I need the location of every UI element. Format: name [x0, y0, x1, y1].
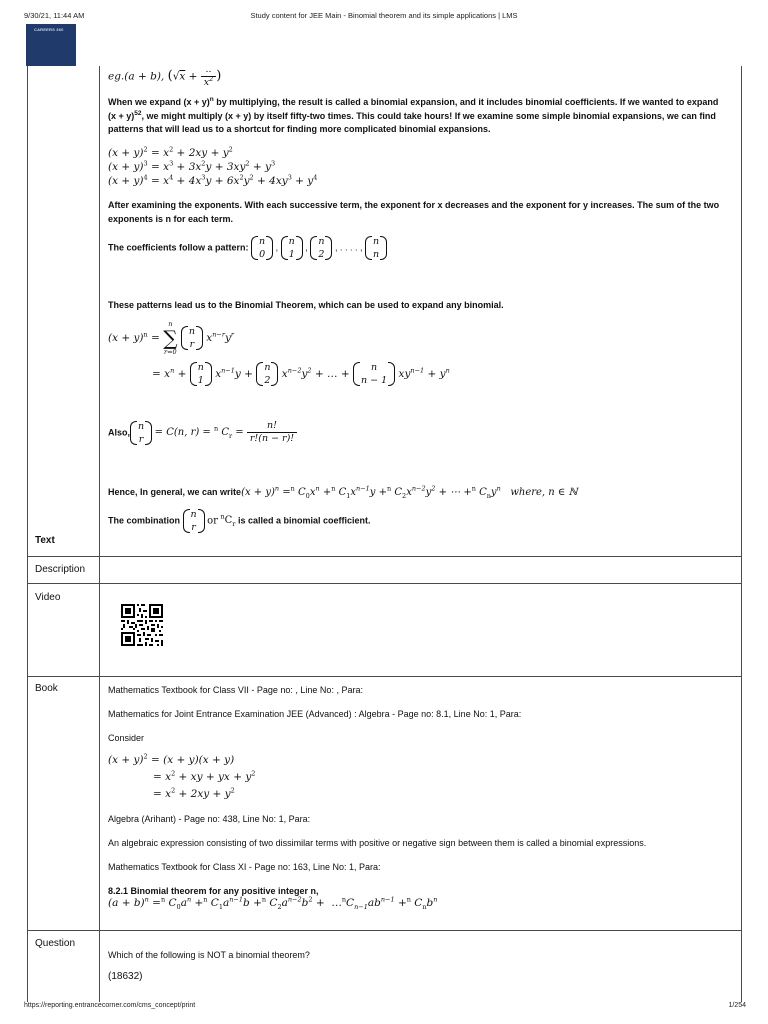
- expansion-square: $(x + y)^2 = x^2 + 2xy + y^2$: [108, 145, 233, 159]
- table-right-border: [741, 66, 742, 1002]
- example-expression: eg.(a + b), (√x + $\frac{..}{x^2}$ ): [108, 64, 222, 88]
- row-divider-book: [27, 930, 742, 931]
- row-label-question: Question: [35, 938, 76, 949]
- exponent-observation: After examining the exponents. With each successive term, the exponent for x decreases and the exponent for y increases. The sum of the two exponents is n for each term.: [108, 200, 720, 224]
- square-expansion-step1: $(x + y)^2 = (x + y)(x + y)$: [108, 752, 235, 766]
- print-url: https://reporting.entrancecorner.com/cms_concept/print: [24, 1002, 196, 1009]
- print-footer: [0, 1002, 768, 1016]
- row-divider-video: [27, 676, 742, 677]
- video-qr-code-icon[interactable]: [121, 604, 163, 646]
- question-text: Which of the following is NOT a binomial theorem?: [108, 950, 310, 960]
- book-consider: Consider: [108, 733, 145, 743]
- binomial-theorem-intro: These patterns lead us to the Binomial Theorem, which can be used to expand any binomial.: [108, 300, 504, 310]
- book-ref-arihant-text: An algebraic expression consisting of two dissimilar terms with positive or negative sign between them is called a binomial expressions.: [108, 838, 647, 848]
- careers360-logo: [26, 24, 76, 66]
- binomial-expansion-intro: When we expand $(x + y)^n$ by multiplying, the result is called a binomial expansion, and it includes binomial coefficients. If we wanted to expand $(x + y)^{52}$, we might multiply (x + y) by itself fifty-two times. This could take hours! If we examine some simple binomial expansions, we can find patterns that will lead us to a shortcut for finding more complicated binomial expansions.: [108, 96, 719, 134]
- row-label-description: Description: [35, 564, 86, 575]
- print-datetime: 9/30/21, 11:44 AM: [24, 11, 85, 20]
- row-label-text: Text: [35, 535, 55, 546]
- question-id: (18632): [108, 971, 143, 982]
- logo-text: CAREERS 360: [34, 27, 64, 32]
- row-divider-description: [27, 583, 742, 584]
- general-form: Hence, In general, we can write(x + y)$^n$ =$^n$ $C_0x^n +^n$ $C_1x^{n-1}y +^n$ $C_2x^{n-2}y^2$ + ⋯ +$^n$ $C_ny^n$ where, n ∈ ℕ: [108, 484, 578, 500]
- row-divider-text: [27, 556, 742, 557]
- book-ref-jee-advanced: Mathematics for Joint Entrance Examination JEE (Advanced) : Algebra - Page no: 8.1, Line No: 1, Para:: [108, 709, 522, 719]
- expansion-fourth: $(x + y)^4 = x^4 + 4x^3y + 6x^2y^2 + 4xy^3 + y^4$: [108, 173, 318, 187]
- book-ref-class7: Mathematics Textbook for Class VII - Page no: , Line No: , Para:: [108, 685, 363, 695]
- expansion-cube: $(x + y)^3 = x^3 + 3x^2y + 3xy^2 + y^3$: [108, 159, 276, 173]
- binomial-coefficient-definition: The combination n r or $^nC_r$ is called a binomial coefficient.: [108, 509, 371, 533]
- print-header: [0, 0, 768, 22]
- book-ref-arihant: Algebra (Arihant) - Page no: 438, Line No: 1, Para:: [108, 814, 311, 824]
- book-ref-class11: Mathematics Textbook for Class XI - Page no: 163, Line No: 1, Para:: [108, 862, 381, 872]
- print-page-number: 1/254: [728, 1002, 746, 1009]
- table-column-divider: [99, 66, 100, 1002]
- print-page-title: Study content for JEE Main - Binomial theorem and its simple applications | LMS: [250, 11, 518, 20]
- square-expansion-step2: = $x^2$ + xy + yx + $y^2$: [153, 769, 256, 783]
- binomial-theorem-expanded: = $x^n$ + n 1 $x^{n-1}y$ + n 2 $x^{n-2}y^2$ + … + n n − 1 $xy^{n-1} + y^n$: [152, 362, 450, 386]
- combination-notation: Also, n r = C(n, r) = $^n$ $C_r$ = $\frac{n!}{r!(n - r)!}$: [108, 420, 728, 446]
- row-label-video: Video: [35, 592, 61, 603]
- book-ref-class11-heading: 8.2.1 Binomial theorem for any positive integer n,: [108, 886, 319, 896]
- binomial-theorem-sum: $(x + y)^n$ = n ∑ r=0 n r $x^{n-r}y^r$: [108, 320, 235, 356]
- table-left-border: [27, 66, 28, 1002]
- row-label-book: Book: [35, 683, 58, 694]
- square-expansion-step3: = $x^2 + 2xy + y^2$: [153, 786, 235, 800]
- binomial-positive-integer-formula: $(a + b)^n =^n$ $C_0a^n +^n$ $C_1a^{n-1}b +^n$ $C_2a^{n-2}b^2$ + $\dots^nC_{n-1}ab^{n-1} +^n$ $C_nb^n$: [108, 895, 438, 912]
- coefficient-pattern: The coefficients follow a pattern: n 0 , n 1 , n 2 , . . . . , n n: [108, 235, 728, 261]
